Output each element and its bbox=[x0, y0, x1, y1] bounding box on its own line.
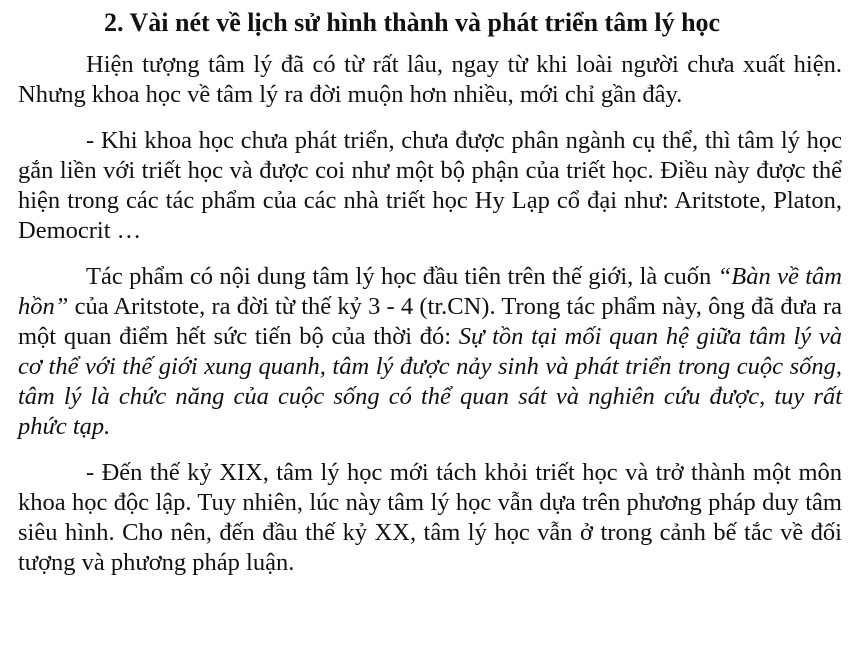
paragraph-aristotle-prefix: Tác phẩm có nội dung tâm lý học đầu tiên trên thế giới, là cuốn bbox=[86, 263, 718, 290]
aristotle-quote: Sự tồn tại mối quan hệ giữa tâm lý và cơ thể với thế giới xung quanh, tâm lý được nảy sinh và phát triển trong cuộc sống, tâm lý là chức năng của cuộc sống có thể quan sát và nghiên cứu được, tuy rất phức tạp. bbox=[18, 323, 842, 440]
book-title: “Bàn về tâm hồn” bbox=[18, 263, 842, 320]
paragraph-aristotle bbox=[18, 262, 842, 442]
paragraph-intro: Hiện tượng tâm lý đã có từ rất lâu, ngay từ khi loài người chưa xuất hiện. Nhưng khoa học về tâm lý ra đời muộn hơn nhiều, mới chỉ gần đây. bbox=[18, 51, 842, 108]
paragraph-nineteenth-century: - Đến thế kỷ XIX, tâm lý học mới tách khỏi triết học và trở thành một môn khoa học độc lập. Tuy nhiên, lúc này tâm lý học vẫn dựa trên phương pháp duy tâm siêu hình. Cho nên, đến đầu thế kỷ XX, tâm lý học vẫn ở trong cảnh bế tắc về đối tượng và phương pháp luận. bbox=[18, 459, 842, 576]
section-heading: 2. Vài nét về lịch sử hình thành và phát triển tâm lý học bbox=[104, 8, 721, 37]
paragraph-philosophy-origin: - Khi khoa học chưa phát triển, chưa được phân ngành cụ thể, thì tâm lý học gắn liền với triết học và được coi như một bộ phận của triết học. Điều này được thể hiện trong các tác phẩm của các nhà triết học Hy Lạp cổ đại như: Aritstote, Platon, Democrit … bbox=[18, 127, 842, 244]
paragraph-aristotle-middle: của Aritstote, ra đời từ thế kỷ 3 - 4 (tr.CN). Trong tác phẩm này, ông đã đưa ra một quan điểm hết sức tiến bộ của thời đó: bbox=[18, 293, 842, 350]
